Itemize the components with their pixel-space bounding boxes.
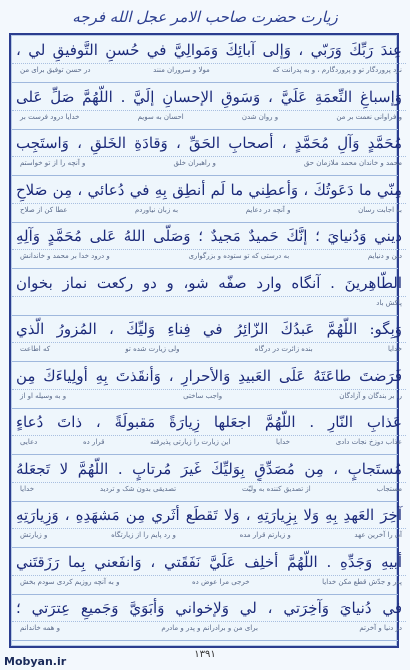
translation-line: [12, 296, 406, 309]
site-watermark: Mobyan.ir: [4, 655, 67, 668]
translation-segment: و زیارتش: [20, 531, 48, 539]
translation-segment: به زبان نیاوردم: [134, 205, 179, 214]
translation-line: [12, 203, 406, 216]
translation-segment: پدر و جدّش قطع مکن خدایا: [322, 577, 402, 586]
translation-line: [12, 63, 406, 76]
translation-segment: خدایا: [387, 345, 402, 353]
translation-segment: قرار ده: [82, 438, 105, 446]
translation-segment: و آنچه را از تو خواستم: [20, 159, 86, 167]
translation-segment: خدایا: [275, 438, 291, 446]
translation-segment: و همه خاندانم: [20, 624, 60, 632]
line-divider: [12, 640, 398, 641]
arabic-line: وَبِگو: اللّهُمَّ عَبدُكَ الزّائِرُ في فِناءِ وَليِّكَ ، المُزورُ الَّذي: [16, 320, 402, 338]
translation-segment: عذاب دوزخ نجات دادی: [335, 438, 402, 446]
arabic-line: في دُنيايَ وَآخِرَتي ، لي وَلإخواني وَأبَوَيَّ وَجَميعِ عِترَتي ؛: [16, 599, 402, 617]
translation-segment: و به وسیله او از: [20, 391, 67, 400]
arabic-line: آخِرَ العَهدِ بِهِ وَلا بِزِيارَتِهِ ، وَلا تَقطَع أثَري مِن مَشهَدِهِ ، وَزِيارَتِهِ: [16, 506, 402, 524]
translation-line: [12, 342, 406, 355]
translation-line: [12, 575, 406, 588]
translation-segment: به درستی که تو ستوده و بزرگواری: [188, 252, 290, 260]
translation-segment: خرجی مرا عوض ده: [192, 577, 250, 586]
translation-segment: خدایا درود فرست بر: [20, 112, 80, 121]
translation-segment: مستجاب: [376, 484, 402, 493]
line-divider: [12, 454, 398, 455]
translation-segment: پاکش باد: [376, 298, 402, 307]
arabic-line: فَرَضتَ طاعَتَهُ عَلَى العَبيدِ وَالأحرارِ ، وَأنقَذتَ بِهِ أولِياءَكَ مِن: [16, 366, 402, 385]
line-divider: [12, 547, 398, 548]
line-divider: [12, 408, 398, 409]
translation-segment: به اجابت رسان: [358, 205, 402, 214]
translation-line: [12, 110, 406, 123]
arabic-line: أبيهِ وَجَدِّهِ . اللّهُمَّ أخلِف عَلَيَّ نَفَقَتي ، وَانفَعني بِما رَزَقتَني: [16, 552, 402, 571]
line-divider: [12, 315, 398, 316]
translation-segment: که اطاعت: [20, 345, 51, 353]
translation-segment: عطا کن از صلاح: [20, 205, 68, 214]
translation-segment: از تصدیق کننده به ولیّت: [241, 484, 311, 493]
translation-segment: و رد پایم را از زیارتگاه: [111, 531, 176, 539]
translation-line: [12, 482, 406, 495]
translation-line: [12, 528, 406, 541]
line-divider: [12, 222, 398, 223]
line-divider: [12, 175, 398, 176]
line-divider: [12, 129, 398, 130]
translation-segment: و راهبران خلق: [173, 159, 216, 167]
arabic-line: وَإسباغِ النِّعمَةِ عَلَيَّ ، وَسَوقِ الإحسانِ إلَيَّ . اللّهُمَّ صَلِّ عَلى: [16, 87, 402, 106]
translation-line: [12, 435, 406, 448]
translation-segment: نزد پروردگار تو و پروردگارم ، و به پدرانت که: [272, 66, 402, 74]
translation-segment: این زیارت را زیارتی پذیرفته: [150, 438, 231, 446]
translation-segment: و زیارتم قرار مده: [239, 531, 291, 539]
translation-segment: و به آنچه روزیم کردی سودم بخش: [20, 577, 120, 586]
translation-segment: مولا و سروران منند: [153, 66, 210, 74]
translation-segment: ولی زیارت شده تو: [125, 345, 180, 353]
translation-segment: و روان شدن: [241, 112, 279, 121]
arabic-line: مِنّي ما دَعَوتُكَ ، وَأعطِني ما لَم أنطِق بِهِ في دُعائي ، مِن صَلاحِ: [16, 180, 402, 199]
arabic-line: مُستَجابٍ ، مِن مُصَدِّقٍ بِوَليِّكَ غَيرَ مُرتابٍ . اللّهُمَّ لا تَجعَلهُ: [16, 459, 402, 478]
line-divider: [12, 501, 398, 502]
translation-segment: را بر بندگان و آزادگان: [339, 391, 402, 400]
translation-segment: احسان به سویم: [137, 112, 184, 121]
line-divider: [12, 268, 398, 269]
translation-segment: دعایی: [20, 438, 38, 446]
translation-segment: در حسن توفیق برای من: [20, 66, 91, 74]
arabic-line: ديني وَدُنيايَ ؛ إنَّكَ حَميدٌ مَجيدٌ ؛ وَصَلَّى اللهُ عَلى مُحَمَّدٍ وَآلِهِ: [16, 227, 402, 245]
translation-segment: و آنچه در دعایم: [245, 205, 291, 214]
translation-segment: و فراوانی نعمت بر من: [336, 112, 402, 121]
page-number: ۱۳۹۱: [194, 649, 216, 660]
translation-segment: برای من و برادرانم و پدر و مادرم: [161, 624, 258, 632]
arabic-line: الطّاهِرينَ . آنگاه وارد صفّه شو، و دو رکعت نماز بخوان: [16, 273, 402, 292]
translation-line: [12, 621, 406, 634]
translation-segment: بنده زائرت در درگاه: [254, 345, 313, 353]
translation-segment: آن را آخرین عهد: [354, 531, 402, 539]
translation-segment: محمد و خاندان محمد ملازمان حق: [303, 159, 402, 167]
translation-segment: واجب ساختی: [183, 391, 223, 400]
translation-segment: و درود خدا بر محمد و خاندانش: [20, 252, 110, 260]
translation-line: [12, 389, 406, 402]
arabic-line: مُحَمَّدٍ وَآلِ مُحَمَّدٍ ، أصحابِ الحَقِّ ، وَقادَةِ الخَلقِ ، وَاستَجِب: [16, 134, 402, 152]
line-divider: [12, 361, 398, 362]
translation-segment: در دنیا و آخرتم: [359, 624, 402, 632]
translation-segment: خدایا: [20, 484, 35, 493]
arabic-line: عِندَ رَبِّكَ وَرَبّي ، وَإلى آبائِكَ وَمَوالِيَّ في حُسنِ التَّوفيقِ لي ،: [16, 41, 402, 59]
translation-segment: تصدیقی بدون شک و تردید: [99, 484, 177, 493]
page-title: زیارت حضرت صاحب الامر عجل الله فرجه: [72, 8, 338, 26]
line-divider: [12, 82, 398, 83]
translation-segment: دین و دنیایم: [367, 252, 402, 260]
translation-line: [12, 156, 406, 169]
line-divider: [12, 594, 398, 595]
translation-line: [12, 249, 406, 262]
arabic-line: عَذابِ النّارِ . اللّهُمَّ اجعَلها زِيارَةً مَقبولَةً ، ذاتَ دُعاءٍ: [16, 413, 402, 431]
